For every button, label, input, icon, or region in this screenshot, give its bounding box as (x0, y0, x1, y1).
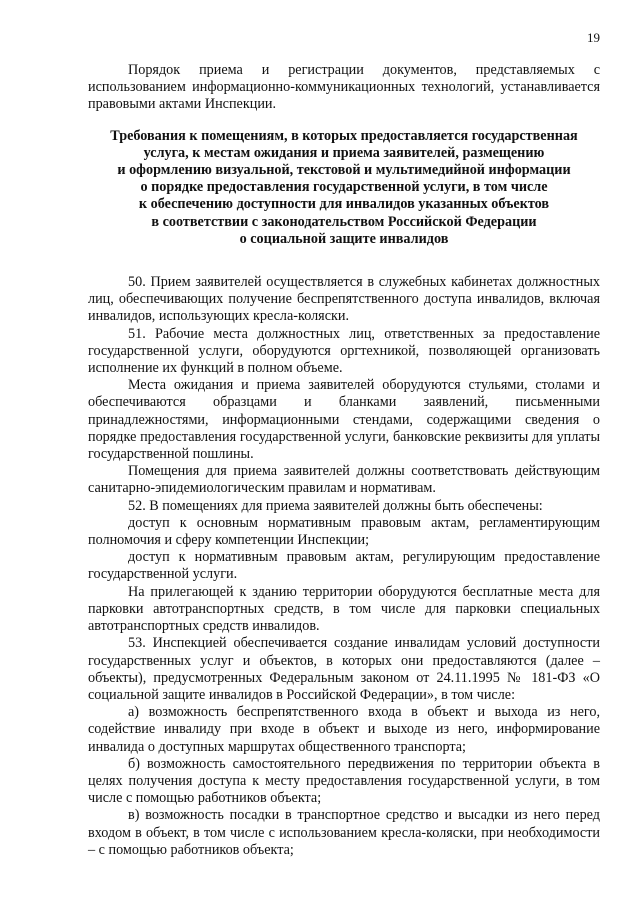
heading-line: Требования к помещениям, в которых предоставляется государственная (110, 127, 578, 144)
heading-line: о социальной защите инвалидов (239, 230, 449, 247)
paragraph-parking: На прилегающей к зданию территории оборудуются бесплатные места для парковки автотранспортных средств, в том числе для парковки специальных автотранспортных средств инвалидов. (88, 583, 600, 635)
paragraph-access-acts: доступ к основным нормативным правовым актам, регламентирующим полномочия и сферу компетенции Инспекции; (88, 514, 600, 549)
section-heading (88, 128, 600, 248)
paragraph-access-regulations: доступ к нормативным правовым актам, регулирующим предоставление государственной услуги. (88, 549, 600, 583)
paragraph-50: 50. Прием заявителей осуществляется в служебных кабинетах должностных лиц, обеспечивающих получение беспрепятственного доступа инвалидов, включая инвалидов, использующих кресла-коляски. (88, 274, 600, 325)
list-item-v: в) возможность посадки в транспортное средство и высадки из него перед входом в объект, в том числе с использованием кресла-коляски, при необходимости – с помощью работников объекта; (88, 807, 600, 858)
document-body (88, 62, 600, 859)
list-item-a: а) возможность беспрепятственного входа в объект и выхода из него, содействие инвалиду при входе в объект и выходе из него, информирование инвалида о доступных маршрутах общественного транспорта; (88, 704, 600, 755)
paragraph-52: 52. В помещениях для приема заявителей должны быть обеспечены: (128, 497, 543, 514)
paragraph-53: 53. Инспекцией обеспечивается создание инвалидам условий доступности государственных услуг и объектов, в которых они предоставляются (далее – объекты), предусмотренных Федеральным законом от 24.11.1995 № 181-ФЗ «О социальной защите инвалидов в Российской Федерации», в том числе: (88, 635, 600, 703)
paragraph-51: 51. Рабочие места должностных лиц, ответственных за предоставление государственной услуги, оборудуются оргтехникой, позволяющей организовать исполнение их функций в полном объеме. (88, 325, 600, 377)
intro-paragraph: Порядок приема и регистрации документов, представляемых с использованием информационно-коммуникационных технологий, устанавливается правовыми актами Инспекции. (88, 62, 600, 113)
heading-line: и оформлению визуальной, текстовой и мультимедийной информации (117, 162, 571, 179)
heading-line: к обеспечению доступности для инвалидов указанных объектов (138, 196, 550, 213)
heading-line: в соответствии с законодательством Российской Федерации (151, 213, 537, 230)
heading-line: о порядке предоставления государственной услуги, в том числе (140, 179, 548, 196)
page-number: 19 (587, 30, 600, 45)
heading-line: услуга, к местам ожидания и приема заявителей, размещению (143, 144, 545, 161)
list-item-b: б) возможность самостоятельного передвижения по территории объекта в целях получения доступа к месту предоставления государственной услуги, в том числе с помощью работников объекта; (88, 755, 600, 807)
paragraph-sanitary: Помещения для приема заявителей должны соответствовать действующим санитарно-эпидемиологическим правилам и нормативам. (88, 463, 600, 497)
paragraph-waiting-areas: Места ожидания и приема заявителей оборудуются стульями, столами и обеспечиваются образцами и бланками заявлений, письменными принадлежностями, информационными стендами, содержащими сведения о порядке предоставления государственной услуги, банковские реквизиты для уплаты государственной пошлины. (88, 377, 600, 463)
